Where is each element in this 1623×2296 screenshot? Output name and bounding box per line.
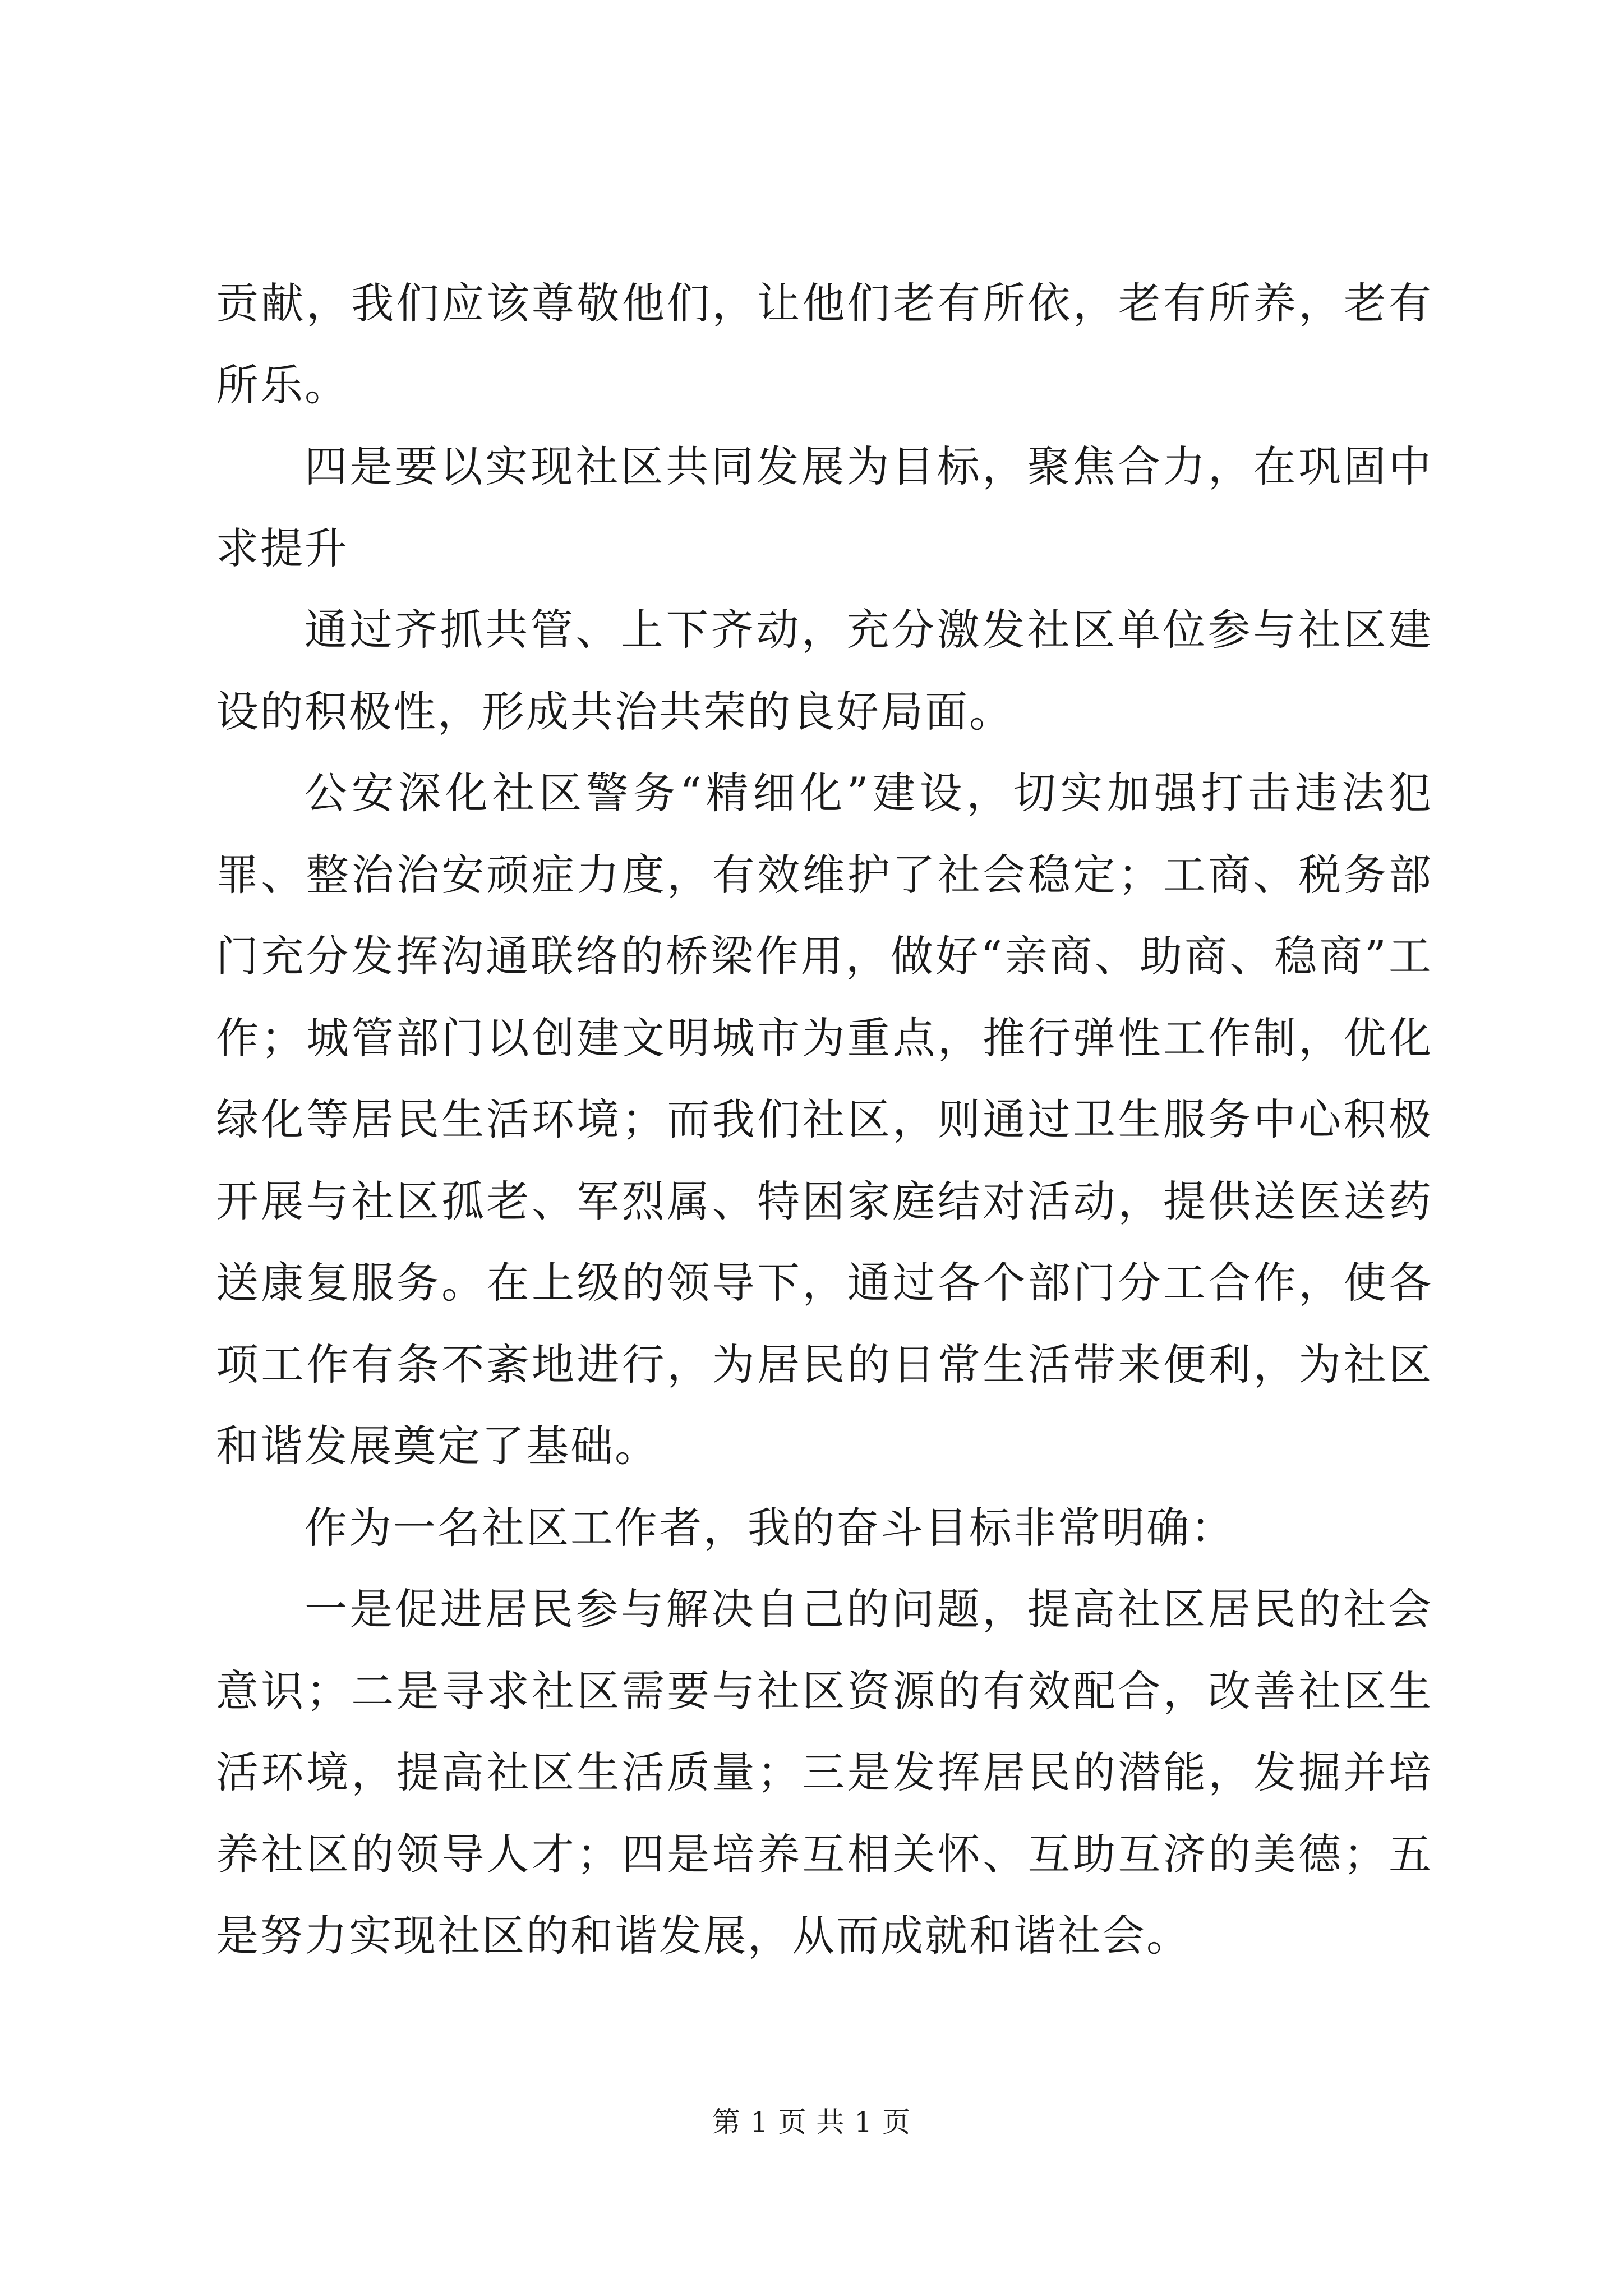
page-number: 第 1 页 共 1 页 [712, 2106, 911, 2138]
paragraph: 公安深化社区警务“精细化”建设，切实加强打击违法犯罪、整治治安顽症力度，有效维护了社会稳定；工商、税务部门充分发挥沟通联络的桥梁作用，做好“亲商、助商、稳商”工作；城管部门以创建文明城市为重点，推行弹性工作制，优化绿化等居民生活环境；而我们社区，则通过卫生服务中心积极开展与社区孤老、军烈属、特困家庭结对活动，提供送医送药送康复服务。在上级的领导下，通过各个部门分工合作，使各项工作有条不紊地进行，为居民的日常生活带来便利，为社区和谐发展奠定了基础。 [216, 768, 1433, 1471]
paragraph: 作为一名社区工作者，我的奋斗目标非常明确： [305, 1502, 1235, 1553]
paragraph: 四是要以实现社区共同发展为目标，聚焦合力，在巩固中求提升 [216, 441, 1433, 573]
paragraph: 通过齐抓共管、上下齐动，充分激发社区单位参与社区建设的积极性，形成共治共荣的良好局面。 [216, 605, 1433, 737]
document-body [216, 263, 1433, 1977]
paragraph: 一是促进居民参与解决自己的问题，提高社区居民的社会意识；二是寻求社区需要与社区资源的有效配合，改善社区生活环境，提高社区生活质量；三是发挥居民的潜能，发掘并培养社区的领导人才；四是培养互相关怀、互助互济的美德；五是努力实现社区的和谐发展，从而成就和谐社会。 [216, 1584, 1433, 1961]
page-footer [0, 2102, 1623, 2142]
paragraph: 贡献，我们应该尊敬他们，让他们老有所依，老有所养，老有所乐。 [216, 278, 1433, 410]
